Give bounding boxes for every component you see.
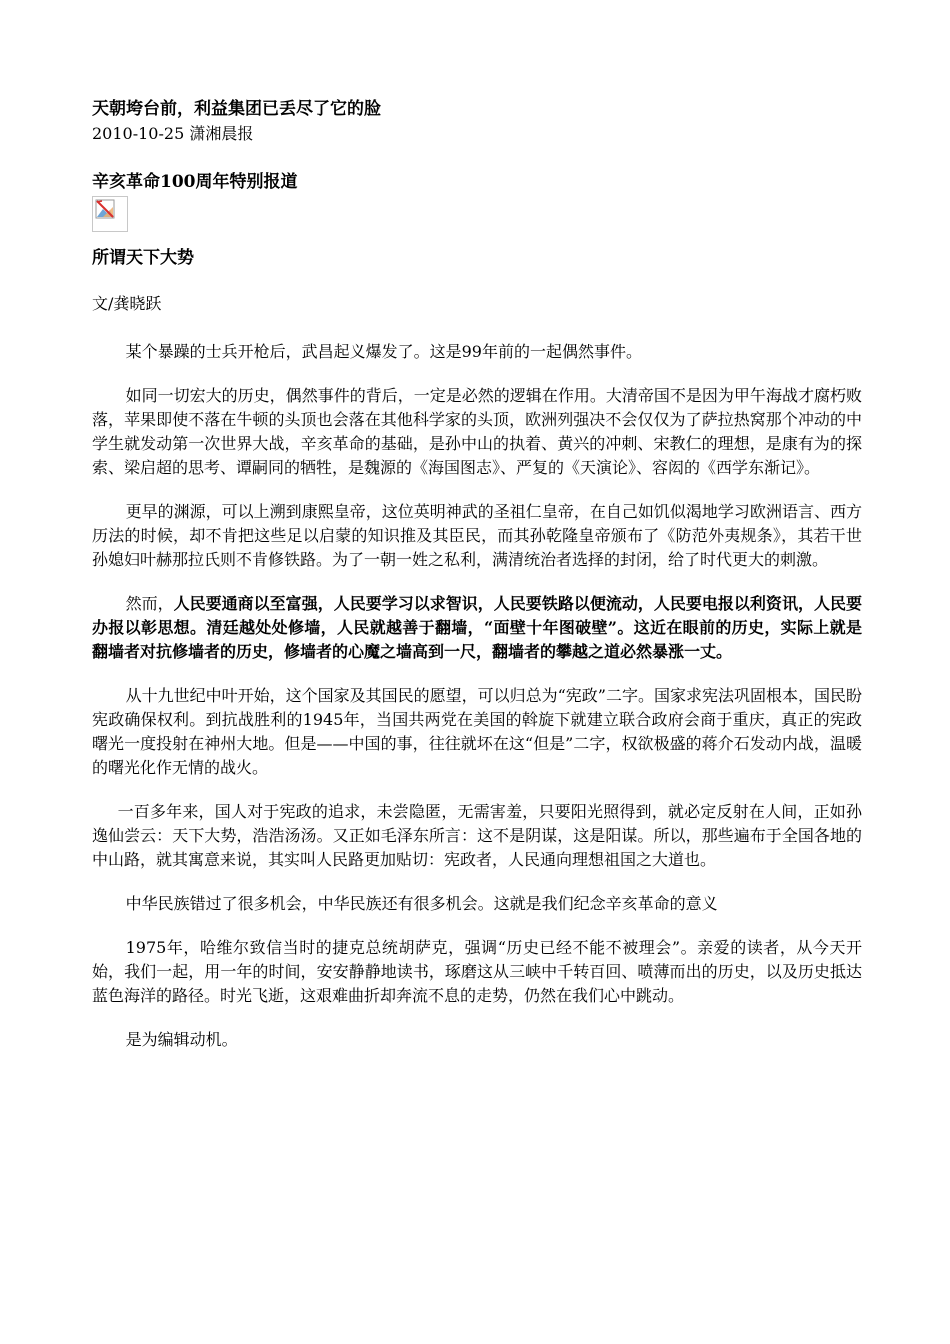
article-title: 天朝垮台前，利益集团已丢尽了它的脸	[92, 99, 381, 119]
article-source: 潇湘晨报	[189, 124, 254, 143]
broken-image-icon	[92, 196, 128, 232]
paragraph-9: 是为编辑动机。	[125, 1030, 238, 1049]
article-date: 2010-10-25	[92, 124, 185, 143]
paragraph-4-lead: 然而，	[125, 594, 174, 613]
paragraph-4-bold: 人民要通商以至富强，人民要学习以求智识，人民要铁路以便流动，人民要电报以利资讯，人民要办报以彰思想。清廷越处处修墙，人民就越善于翻墙，“面壁十年图破壁”。这近在眼前的历史，实际上就是翻墙者对抗修墙者的历史，修墙者的心魔之墙高到一尺，翻墙者的攀越之道必然暴涨一丈。	[92, 594, 862, 661]
paragraph-8: 1975年，哈维尔致信当时的捷克总统胡萨克，强调“历史已经不能不被理会”。亲爱的读者，从今天开始，我们一起，用一年的时间，安安静静地读书，琢磨这从三峡中千转百回、喷薄而出的历史，以及历史抵达蓝色海洋的路径。时光飞逝，这艰难曲折却奔流不息的走势，仍然在我们心中跳动。	[92, 938, 862, 1005]
paragraph-5: 从十九世纪中叶开始，这个国家及其国民的愿望，可以归总为“宪政”二字。国家求宪法巩固根本，国民盼宪政确保权利。到抗战胜利的1945年，当国共两党在美国的斡旋下就建立联合政府会商于重庆，真正的宪政曙光一度投射在神州大地。但是——中国的事，往往就坏在这“但是”二字，权欲极盛的蒋介石发动内战，温暖的曙光化作无情的战火。	[92, 686, 862, 777]
article-meta	[92, 122, 862, 146]
section-title: 所谓天下大势	[92, 248, 194, 268]
paragraph-4	[92, 592, 862, 664]
article-subtitle: 辛亥革命100周年特别报道	[92, 172, 298, 192]
paragraph-7: 中华民族错过了很多机会，中华民族还有很多机会。这就是我们纪念辛亥革命的意义	[125, 894, 718, 913]
article	[92, 96, 862, 1052]
paragraph-2: 如同一切宏大的历史，偶然事件的背后，一定是必然的逻辑在作用。大清帝国不是因为甲午海战才腐朽败落，苹果即使不落在牛顿的头顶也会落在其他科学家的头顶，欧洲列强决不会仅仅为了萨拉热窝那个冲动的中学生就发动第一次世界大战，辛亥革命的基础，是孙中山的执着、黄兴的冲刺、宋教仁的理想，是康有为的探索、梁启超的思考、谭嗣同的牺牲，是魏源的《海国图志》、严复的《天演论》、容闳的《西学东渐记》。	[92, 386, 862, 477]
paragraph-6: 一百多年来，国人对于宪政的追求，未尝隐匿，无需害羞，只要阳光照得到，就必定反射在人间，正如孙逸仙尝云：天下大势，浩浩汤汤。又正如毛泽东所言：这不是阴谋，这是阳谋。所以，那些遍布于全国各地的中山路，就其寓意来说，其实叫人民路更加贴切：宪政者，人民通向理想祖国之大道也。	[92, 802, 862, 869]
byline: 文/龚晓跃	[92, 294, 162, 313]
paragraph-1: 某个暴躁的士兵开枪后，武昌起义爆发了。这是99年前的一起偶然事件。	[125, 342, 642, 361]
paragraph-3: 更早的渊源，可以上溯到康熙皇帝，这位英明神武的圣祖仁皇帝，在自己如饥似渴地学习欧洲语言、西方历法的时候，却不肯把这些足以启蒙的知识推及其臣民，而其孙乾隆皇帝颁布了《防范外夷规条》，其若干世孙媳妇叶赫那拉氏则不肯修铁路。为了一朝一姓之私利，满清统治者选择的封闭，给了时代更大的刺激。	[92, 502, 862, 569]
